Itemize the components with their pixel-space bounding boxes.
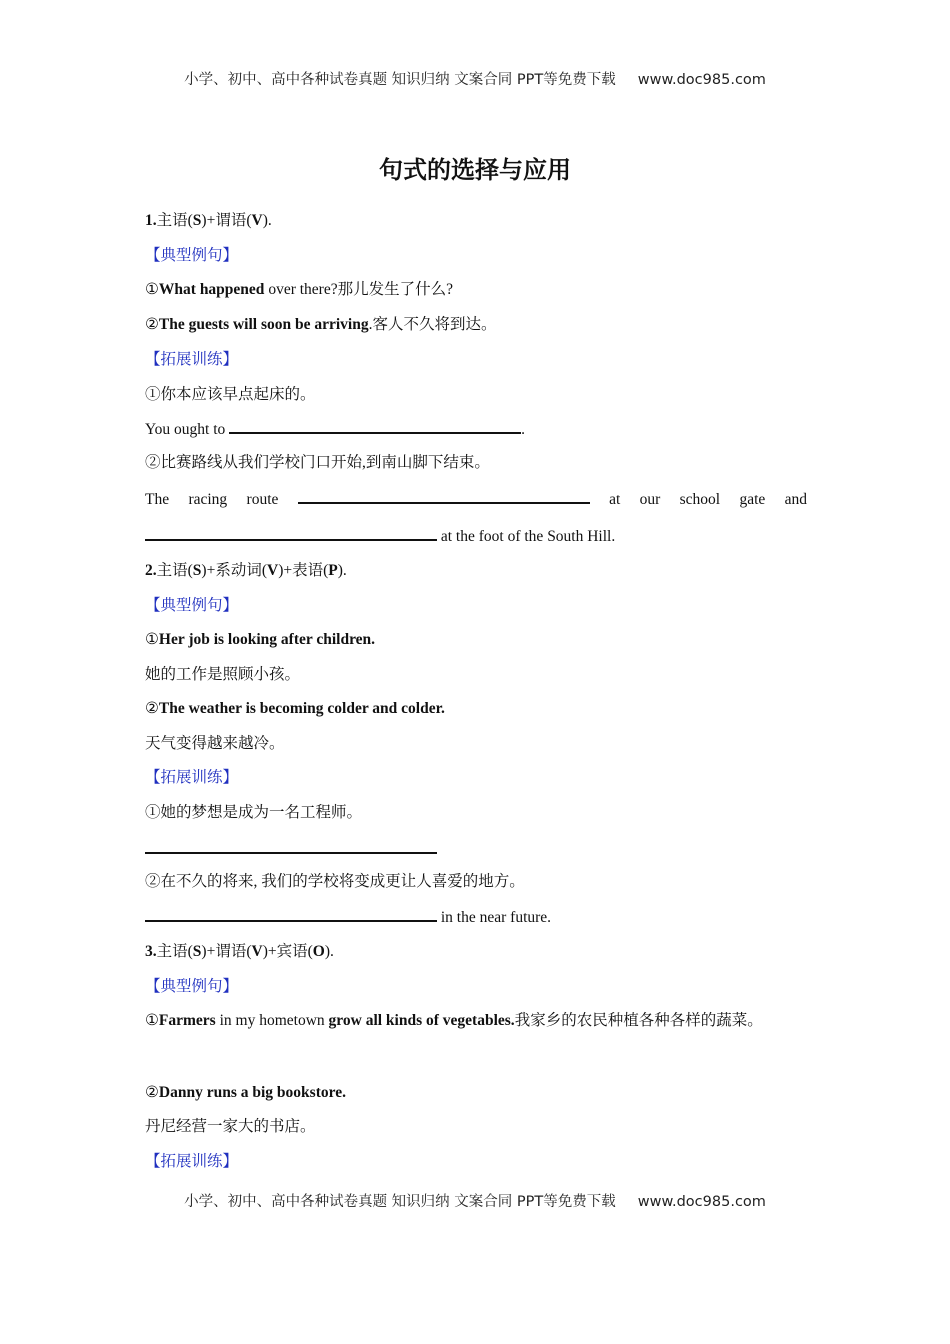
answer-blank[interactable] [145, 906, 437, 922]
section-2-example-1-cn: 她的工作是照顾小孩。 [145, 666, 301, 683]
page-header [0, 68, 950, 89]
section-2-example-2-cn: 天气变得越来越冷。 [145, 735, 285, 752]
section-1-practice-1-cn: ①你本应该早点起床的。 [145, 386, 316, 403]
section-2-practice-2-en: in the near future. [145, 906, 815, 929]
section-2-example-1: ①Her job is looking after children. [145, 631, 376, 648]
answer-blank[interactable] [145, 838, 437, 854]
section-2-heading: 2.主语(S)+系动词(V)+表语(P). [145, 562, 347, 579]
section-3-heading: 3.主语(S)+谓语(V)+宾语(O). [145, 943, 334, 960]
section-1-practice-2-cn: ②比赛路线从我们学校门口开始,到南山脚下结束。 [145, 454, 490, 471]
section-3-example-2-cn: 丹尼经营一家大的书店。 [145, 1118, 316, 1135]
section-2-practice-label: 【拓展训练】 [145, 769, 239, 786]
footer-text: 小学、初中、高中各种试卷真题 知识归纳 文案合同 PPT等免费下载 [184, 1194, 616, 1210]
section-2-practice-1-en [145, 838, 815, 861]
answer-blank[interactable] [298, 488, 590, 504]
answer-blank[interactable] [229, 418, 521, 434]
page-footer [0, 1190, 950, 1211]
section-2-example-label: 【典型例句】 [145, 597, 239, 614]
section-1-practice-2-en-line2: at the foot of the South Hill. [145, 525, 815, 548]
section-3-practice-label: 【拓展训练】 [145, 1153, 239, 1170]
section-2-example-2: ②The weather is becoming colder and colder. [145, 700, 445, 717]
section-2-practice-1-cn: ①她的梦想是成为一名工程师。 [145, 804, 363, 821]
section-1-practice-1-en: You ought to . [145, 418, 815, 441]
section-3-example-label: 【典型例句】 [145, 978, 239, 995]
section-3-example-2: ②Danny runs a big bookstore. [145, 1084, 346, 1101]
section-3-example-1: ①Farmers in my hometown grow all kinds of vegetables.我家乡的农民种植各种各样的蔬菜。 [145, 1012, 763, 1029]
section-1-example-1: ①What happened over there?那儿发生了什么? [145, 281, 453, 298]
answer-blank[interactable] [145, 525, 437, 541]
header-text: 小学、初中、高中各种试卷真题 知识归纳 文案合同 PPT等免费下载 [184, 72, 616, 88]
page-title: 句式的选择与应用 [379, 156, 571, 184]
section-2-practice-2-cn: ②在不久的将来, 我们的学校将变成更让人喜爱的地方。 [145, 873, 525, 890]
section-1-example-2: ②The guests will soon be arriving.客人不久将到达。 [145, 316, 497, 333]
section-1-practice-label: 【拓展训练】 [145, 351, 239, 368]
footer-url[interactable]: www.doc985.com [637, 1194, 766, 1210]
header-url[interactable]: www.doc985.com [637, 72, 766, 88]
section-1-example-label: 【典型例句】 [145, 247, 239, 264]
section-1-heading: 1.主语(S)+谓语(V). [145, 212, 272, 229]
section-1-practice-2-en-line1: The racing route at our school gate and [145, 488, 807, 511]
